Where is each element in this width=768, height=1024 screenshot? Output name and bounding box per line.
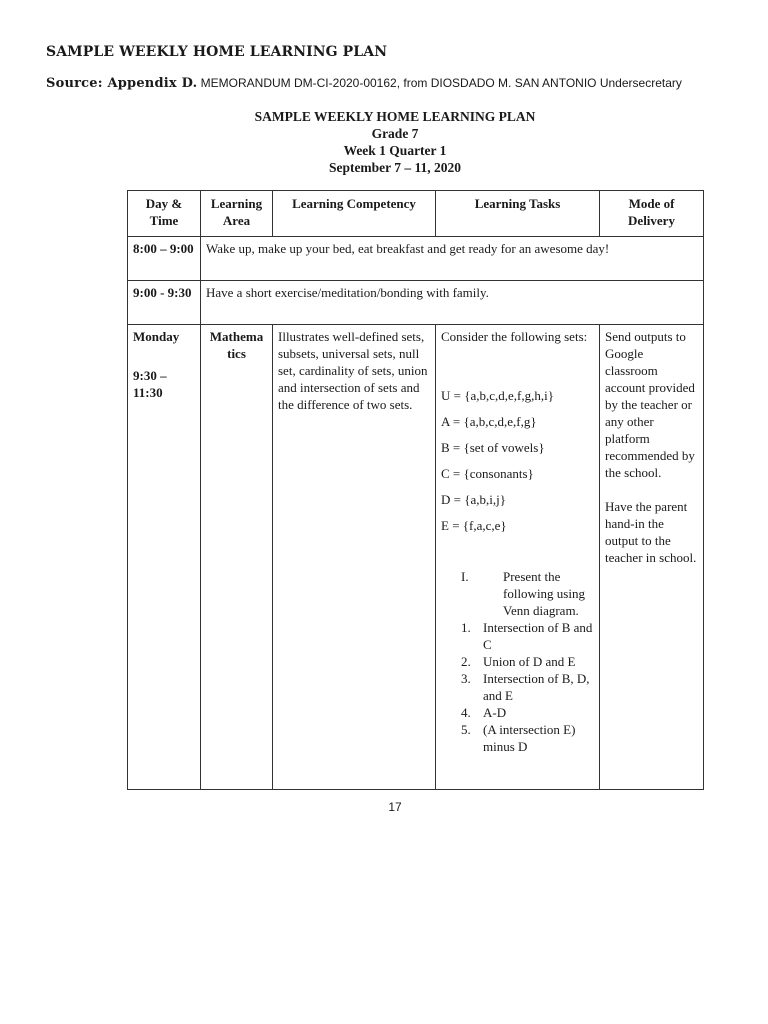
list-item (461, 704, 594, 721)
header-learning-competency: Learning Competency (273, 191, 436, 237)
item-number: 3. (461, 671, 471, 686)
set-definition: E = {f,a,c,e} (441, 518, 507, 533)
table-row (128, 237, 704, 281)
item-number: 4. (461, 705, 471, 720)
page-number: 17 (388, 800, 402, 814)
learning-plan-table (127, 190, 704, 790)
row-learning-competency: Illustrates well-defined sets, subsets, universal sets, null set, cardinality of sets, union and intersection of sets and the difference of two sets. (273, 325, 436, 790)
header-learning-area: Learning Area (201, 191, 273, 237)
header-mode-of-delivery: Mode of Delivery (600, 191, 704, 237)
plan-week: Week 1 Quarter 1 (343, 143, 447, 158)
plan-title-line: SAMPLE WEEKLY HOME LEARNING PLAN (254, 109, 536, 124)
row-time: 9:00 - 9:30 (128, 281, 201, 325)
delivery-instructions: Send outputs to Google classroom account provided by the teacher or any other platform recommended by the school. (605, 329, 695, 480)
header-learning-tasks: Learning Tasks (436, 191, 600, 237)
plan-dates: September 7 – 11, 2020 (328, 160, 462, 175)
instruction-text: Present the following using Venn diagram. (503, 569, 585, 618)
header-day-time: Day & Time (128, 191, 201, 237)
item-text: Intersection of B and C (483, 620, 593, 652)
list-item (461, 670, 594, 704)
delivery-alternative: Have the parent hand-in the output to the teacher in school. (605, 499, 697, 565)
source-line (46, 76, 682, 91)
table-header-row (128, 191, 704, 237)
item-number: 2. (461, 654, 471, 669)
set-definition: C = {consonants} (441, 466, 534, 481)
item-text: Intersection of B, D, and E (483, 671, 590, 703)
row-activity: Have a short exercise/meditation/bonding with family. (201, 281, 704, 325)
source-label: Source: Appendix D. (46, 76, 198, 91)
row-learning-area: Mathema tics (201, 325, 273, 790)
item-text: (A intersection E) minus D (483, 722, 576, 754)
task-instruction (461, 568, 594, 619)
row-time: 8:00 – 9:00 (128, 237, 201, 281)
task-items (441, 619, 594, 755)
row-time: 9:30 – 11:30 (133, 368, 167, 400)
row-day-time (128, 325, 201, 790)
source-text: MEMORANDUM DM-CI-2020-00162, from DIOSDADO M. SAN ANTONIO Undersecretary (200, 76, 682, 90)
set-definition: U = {a,b,c,d,e,f,g,h,i} (441, 388, 554, 403)
list-item (461, 721, 594, 755)
list-item (461, 619, 594, 653)
set-definition: B = {set of vowels} (441, 440, 545, 455)
set-definition: D = {a,b,i,j} (441, 492, 506, 507)
set-definition: A = {a,b,c,d,e,f,g} (441, 414, 537, 429)
row-activity: Wake up, make up your bed, eat breakfast and get ready for an awesome day! (201, 237, 704, 281)
item-text: Union of D and E (483, 654, 576, 669)
list-item (461, 653, 594, 670)
item-number: 1. (461, 620, 471, 635)
plan-grade: Grade 7 (371, 126, 419, 141)
table-row (128, 281, 704, 325)
roman-numeral: I. (461, 569, 469, 584)
row-mode-of-delivery (600, 325, 704, 790)
item-number: 5. (461, 722, 471, 737)
item-text: A-D (483, 705, 507, 720)
document-heading: SAMPLE WEEKLY HOME LEARNING PLAN (46, 44, 388, 60)
tasks-intro: Consider the following sets: (441, 329, 588, 344)
row-day: Monday (133, 329, 180, 344)
row-learning-tasks (436, 325, 600, 790)
plan-title (0, 108, 768, 176)
table-row (128, 325, 704, 790)
